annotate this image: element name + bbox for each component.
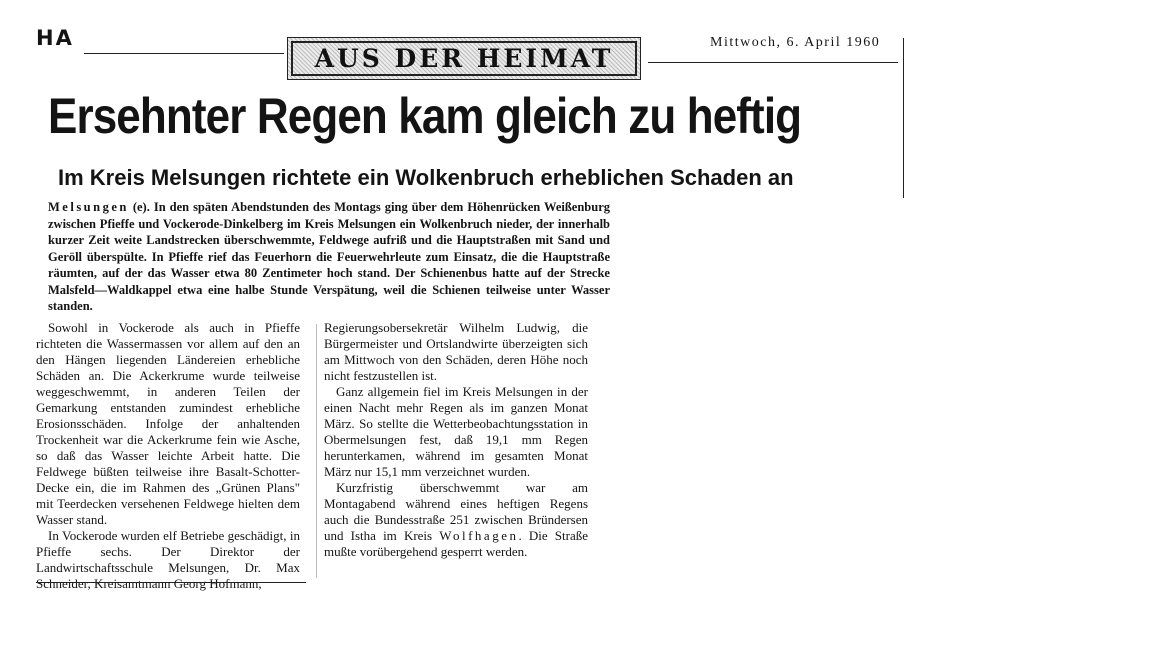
column-paragraph: In Vockerode wurden elf Betriebe geschädigt, in Pfieffe sechs. Der Direktor der Landwirtschaftsschule Melsungen, Dr. Max Schneider, Kreisamtmann Georg Hofmann,	[36, 528, 300, 591]
page-edge-line	[903, 38, 904, 198]
newspaper-abbreviation: HA	[36, 26, 74, 50]
paragraph-text: . Die Straße mußte vorübergehend gesperrt werden.	[324, 528, 589, 559]
header-rule-left	[84, 53, 284, 54]
column-paragraph: Sowohl in Vockerode als auch in Pfieffe richteten die Wassermassen vor allem auf den an den Hängen liegenden Ländereien erhebliche Schäden an. Die Ackerkrume wurde teilweise weggeschwemmt, in anderen Teilen der Gemarkung entstanden zumindest erhebliche Erosionsschäden. Infolge der anhaltenden Trockenheit war die Ackerkrume fein wie Asche, so daß das Wasser leichte Arbeit hatte. Die Feldwege büßten teilweise ihre Basalt-Schotter-Decke ein, die im Rahmen des „Grünen Plans" mit Teerdecken versehenen Feldwege hielten dem Wasser stand.	[36, 320, 300, 527]
article-column-2	[324, 320, 588, 560]
article-column-1	[36, 320, 300, 592]
lead-text: (e). In den späten Abendstunden des Montags ging über dem Höhenrücken Weißenburg zwischen Pfieffe und Vockerode-Dinkelberg im Kreis Melsungen ein Wolkenbruch nieder, der innerhalb kurzer Zeit weite Landstrecken überschwemmte, Feldwege aufriß und die Hauptstraßen mit Sand und Geröll überspülte. In Pfieffe rief das Feuerhorn die Feuerwehrleute zum Einsatz, die die Hauptstraße räumten, auf der das Wasser etwa 80 Zentimeter hoch stand. Der Schienenbus hatte auf der Strecke Malsfeld—Waldkappel etwa eine halbe Stunde Verspätung, weil die Schienen teilweise unter Wasser standen.	[48, 200, 611, 313]
lead-dateline: Melsungen	[48, 200, 129, 214]
article-end-rule	[36, 582, 306, 583]
column-paragraph	[324, 480, 588, 560]
issue-date: Mittwoch, 6. April 1960	[710, 35, 881, 50]
column-paragraph: Ganz allgemein fiel im Kreis Melsungen in der einen Nacht mehr Regen als im ganzen Monat März. So stellte die Wetterbeobachtungsstation in Obermelsungen fest, daß 19,1 mm Regen herunterkamen, während im gesamten Monat März nur 15,1 mm verzeichnet wurden.	[324, 384, 588, 479]
section-banner	[287, 37, 641, 80]
place-name: Wolfhagen	[439, 528, 519, 543]
article-headline: Ersehnter Regen kam gleich zu heftig	[48, 88, 802, 144]
paragraph-text: Kurzfristig überschwemmt war am Montagabend während eines heftigen Regens auch die Bundesstraße 251 zwischen Bründersen und Istha im Kreis	[324, 480, 588, 543]
article-subheadline: Im Kreis Melsungen richtete ein Wolkenbruch erheblichen Schaden an	[58, 165, 794, 190]
header-rule-right	[648, 62, 898, 63]
article-lead	[48, 199, 610, 315]
column-paragraph: Regierungsobersekretär Wilhelm Ludwig, die Bürgermeister und Ortslandwirte überzeigten sich am Mittwoch von den Schäden, deren Höhe noch nicht festzustellen ist.	[324, 320, 588, 383]
column-divider	[316, 324, 317, 578]
section-title: AUS DER HEIMAT	[291, 41, 637, 76]
